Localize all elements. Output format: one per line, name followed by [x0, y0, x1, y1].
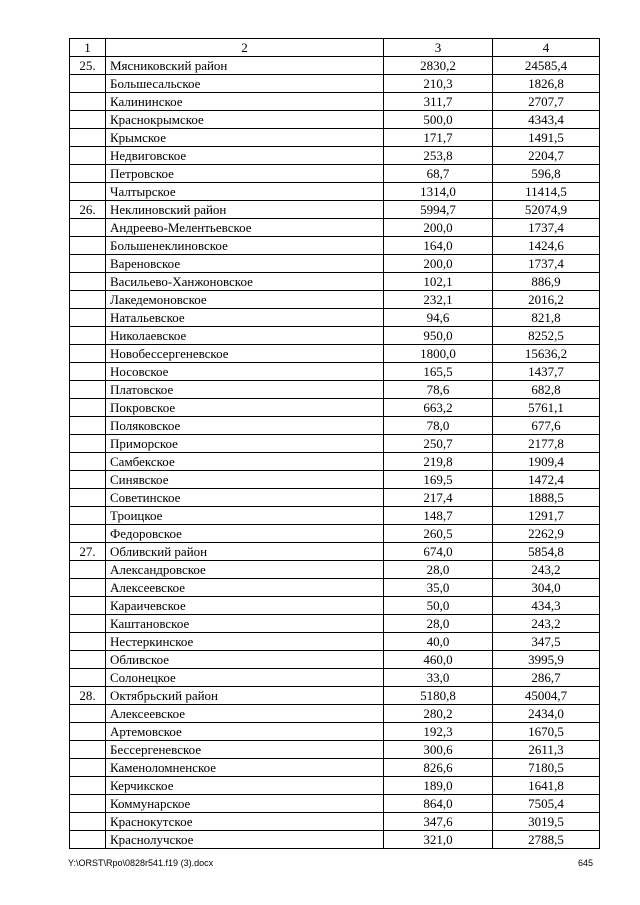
row-number-cell	[70, 381, 106, 399]
row-number-cell	[70, 489, 106, 507]
value-col3-cell: 200,0	[384, 219, 493, 237]
table-row	[70, 93, 600, 111]
row-number-cell	[70, 237, 106, 255]
value-col3-cell: 674,0	[384, 543, 493, 561]
value-col4-cell: 2016,2	[493, 291, 600, 309]
name-cell: Краснолучское	[106, 831, 384, 849]
footer-file-path: Y:\ORST\Rpo\0828r541.f19 (3).docx	[68, 858, 214, 868]
value-col3-cell: 500,0	[384, 111, 493, 129]
value-col3-cell: 253,8	[384, 147, 493, 165]
column-header-3: 3	[384, 39, 493, 57]
header-row	[70, 39, 600, 57]
name-cell: Николаевское	[106, 327, 384, 345]
value-col4-cell: 2204,7	[493, 147, 600, 165]
table-row	[70, 759, 600, 777]
row-number-cell	[70, 831, 106, 849]
value-col4-cell: 1641,8	[493, 777, 600, 795]
value-col3-cell: 280,2	[384, 705, 493, 723]
name-cell: Краснокрымское	[106, 111, 384, 129]
value-col3-cell: 347,6	[384, 813, 493, 831]
row-number-cell	[70, 759, 106, 777]
row-number-cell	[70, 111, 106, 129]
value-col3-cell: 78,6	[384, 381, 493, 399]
name-cell: Алексеевское	[106, 579, 384, 597]
table-row	[70, 705, 600, 723]
name-cell: Мясниковский район	[106, 57, 384, 75]
name-cell: Вареновское	[106, 255, 384, 273]
table-row	[70, 489, 600, 507]
value-col3-cell: 35,0	[384, 579, 493, 597]
row-number-cell	[70, 417, 106, 435]
value-col3-cell: 68,7	[384, 165, 493, 183]
value-col3-cell: 40,0	[384, 633, 493, 651]
value-col3-cell: 260,5	[384, 525, 493, 543]
value-col4-cell: 11414,5	[493, 183, 600, 201]
name-cell: Федоровское	[106, 525, 384, 543]
row-number-cell	[70, 633, 106, 651]
row-number-cell	[70, 165, 106, 183]
value-col4-cell: 7505,4	[493, 795, 600, 813]
value-col4-cell: 1737,4	[493, 255, 600, 273]
name-cell: Большесальское	[106, 75, 384, 93]
value-col3-cell: 300,6	[384, 741, 493, 759]
value-col3-cell: 28,0	[384, 615, 493, 633]
value-col4-cell: 15636,2	[493, 345, 600, 363]
table-row	[70, 633, 600, 651]
value-col4-cell: 2788,5	[493, 831, 600, 849]
value-col4-cell: 7180,5	[493, 759, 600, 777]
value-col4-cell: 2434,0	[493, 705, 600, 723]
row-number-cell	[70, 525, 106, 543]
row-number-cell	[70, 795, 106, 813]
table-row	[70, 111, 600, 129]
table-row	[70, 471, 600, 489]
row-number-cell	[70, 741, 106, 759]
value-col4-cell: 347,5	[493, 633, 600, 651]
table-row	[70, 201, 600, 219]
value-col3-cell: 50,0	[384, 597, 493, 615]
table-row	[70, 255, 600, 273]
table-row	[70, 597, 600, 615]
name-cell: Петровское	[106, 165, 384, 183]
value-col3-cell: 78,0	[384, 417, 493, 435]
name-cell: Андреево-Мелентьевское	[106, 219, 384, 237]
name-cell: Обливское	[106, 651, 384, 669]
name-cell: Алексеевское	[106, 705, 384, 723]
table-row	[70, 237, 600, 255]
table-row	[70, 651, 600, 669]
table-row	[70, 183, 600, 201]
value-col3-cell: 148,7	[384, 507, 493, 525]
name-cell: Чалтырское	[106, 183, 384, 201]
value-col3-cell: 663,2	[384, 399, 493, 417]
row-number-cell	[70, 435, 106, 453]
row-number-cell	[70, 309, 106, 327]
value-col4-cell: 52074,9	[493, 201, 600, 219]
name-cell: Троицкое	[106, 507, 384, 525]
table-row	[70, 831, 600, 849]
value-col4-cell: 682,8	[493, 381, 600, 399]
column-header-1: 1	[70, 39, 106, 57]
value-col3-cell: 321,0	[384, 831, 493, 849]
name-cell: Васильево-Ханжоновское	[106, 273, 384, 291]
table-row	[70, 579, 600, 597]
value-col3-cell: 192,3	[384, 723, 493, 741]
value-col4-cell: 1472,4	[493, 471, 600, 489]
name-cell: Караичевское	[106, 597, 384, 615]
name-cell: Самбекское	[106, 453, 384, 471]
table-row	[70, 795, 600, 813]
value-col4-cell: 5761,1	[493, 399, 600, 417]
table-row	[70, 165, 600, 183]
value-col4-cell: 886,9	[493, 273, 600, 291]
column-header-4: 4	[493, 39, 600, 57]
value-col4-cell: 1491,5	[493, 129, 600, 147]
value-col3-cell: 1800,0	[384, 345, 493, 363]
table-row	[70, 381, 600, 399]
row-number-cell: 26.	[70, 201, 106, 219]
table-row	[70, 147, 600, 165]
value-col4-cell: 2611,3	[493, 741, 600, 759]
name-cell: Платовское	[106, 381, 384, 399]
row-number-cell: 28.	[70, 687, 106, 705]
table-row	[70, 741, 600, 759]
table-row	[70, 273, 600, 291]
value-col3-cell: 1314,0	[384, 183, 493, 201]
value-col4-cell: 24585,4	[493, 57, 600, 75]
name-cell: Советинское	[106, 489, 384, 507]
value-col4-cell: 1888,5	[493, 489, 600, 507]
row-number-cell	[70, 75, 106, 93]
name-cell: Большенеклиновское	[106, 237, 384, 255]
row-number-cell: 27.	[70, 543, 106, 561]
value-col3-cell: 164,0	[384, 237, 493, 255]
value-col3-cell: 2830,2	[384, 57, 493, 75]
value-col4-cell: 5854,8	[493, 543, 600, 561]
name-cell: Александровское	[106, 561, 384, 579]
row-number-cell	[70, 345, 106, 363]
value-col3-cell: 189,0	[384, 777, 493, 795]
value-col4-cell: 1291,7	[493, 507, 600, 525]
row-number-cell	[70, 93, 106, 111]
value-col3-cell: 950,0	[384, 327, 493, 345]
row-number-cell	[70, 777, 106, 795]
row-number-cell: 25.	[70, 57, 106, 75]
row-number-cell	[70, 561, 106, 579]
value-col3-cell: 210,3	[384, 75, 493, 93]
name-cell: Новобессергеневское	[106, 345, 384, 363]
table-row	[70, 345, 600, 363]
table-row	[70, 543, 600, 561]
value-col4-cell: 596,8	[493, 165, 600, 183]
name-cell: Каменоломненское	[106, 759, 384, 777]
name-cell: Неклиновский район	[106, 201, 384, 219]
value-col4-cell: 286,7	[493, 669, 600, 687]
value-col3-cell: 94,6	[384, 309, 493, 327]
value-col4-cell: 3019,5	[493, 813, 600, 831]
table-row	[70, 669, 600, 687]
table-row	[70, 309, 600, 327]
row-number-cell	[70, 363, 106, 381]
row-number-cell	[70, 813, 106, 831]
row-number-cell	[70, 453, 106, 471]
name-cell: Солонецкое	[106, 669, 384, 687]
row-number-cell	[70, 705, 106, 723]
footer-page-number: 645	[578, 858, 594, 868]
value-col4-cell: 45004,7	[493, 687, 600, 705]
table-row	[70, 723, 600, 741]
value-col4-cell: 243,2	[493, 561, 600, 579]
row-number-cell	[70, 399, 106, 417]
table-row	[70, 507, 600, 525]
name-cell: Синявское	[106, 471, 384, 489]
name-cell: Приморское	[106, 435, 384, 453]
value-col4-cell: 677,6	[493, 417, 600, 435]
value-col3-cell: 217,4	[384, 489, 493, 507]
value-col4-cell: 434,3	[493, 597, 600, 615]
name-cell: Нестеркинское	[106, 633, 384, 651]
value-col4-cell: 1737,4	[493, 219, 600, 237]
table-row	[70, 363, 600, 381]
value-col4-cell: 1424,6	[493, 237, 600, 255]
table-row	[70, 129, 600, 147]
row-number-cell	[70, 291, 106, 309]
table-row	[70, 399, 600, 417]
name-cell: Покровское	[106, 399, 384, 417]
value-col4-cell: 243,2	[493, 615, 600, 633]
value-col4-cell: 2707,7	[493, 93, 600, 111]
row-number-cell	[70, 669, 106, 687]
row-number-cell	[70, 183, 106, 201]
value-col3-cell: 232,1	[384, 291, 493, 309]
value-col4-cell: 8252,5	[493, 327, 600, 345]
value-col3-cell: 311,7	[384, 93, 493, 111]
name-cell: Натальевское	[106, 309, 384, 327]
row-number-cell	[70, 615, 106, 633]
value-col3-cell: 5180,8	[384, 687, 493, 705]
table-row	[70, 813, 600, 831]
value-col3-cell: 171,7	[384, 129, 493, 147]
row-number-cell	[70, 219, 106, 237]
value-col3-cell: 169,5	[384, 471, 493, 489]
value-col3-cell: 250,7	[384, 435, 493, 453]
name-cell: Носовское	[106, 363, 384, 381]
value-col4-cell: 1437,7	[493, 363, 600, 381]
name-cell: Коммунарское	[106, 795, 384, 813]
value-col3-cell: 826,6	[384, 759, 493, 777]
row-number-cell	[70, 651, 106, 669]
table-row	[70, 57, 600, 75]
name-cell: Лакедемоновское	[106, 291, 384, 309]
table-row	[70, 615, 600, 633]
name-cell: Крымское	[106, 129, 384, 147]
value-col3-cell: 165,5	[384, 363, 493, 381]
name-cell: Калининское	[106, 93, 384, 111]
row-number-cell	[70, 147, 106, 165]
name-cell: Недвиговское	[106, 147, 384, 165]
value-col4-cell: 1826,8	[493, 75, 600, 93]
name-cell: Керчикское	[106, 777, 384, 795]
table-row	[70, 75, 600, 93]
value-col3-cell: 460,0	[384, 651, 493, 669]
value-col4-cell: 304,0	[493, 579, 600, 597]
value-col4-cell: 3995,9	[493, 651, 600, 669]
value-col3-cell: 5994,7	[384, 201, 493, 219]
table-row	[70, 525, 600, 543]
table-row	[70, 687, 600, 705]
name-cell: Бессергеневское	[106, 741, 384, 759]
row-number-cell	[70, 273, 106, 291]
table-row	[70, 417, 600, 435]
column-header-2: 2	[106, 39, 384, 57]
row-number-cell	[70, 327, 106, 345]
row-number-cell	[70, 597, 106, 615]
value-col3-cell: 200,0	[384, 255, 493, 273]
value-col4-cell: 821,8	[493, 309, 600, 327]
table-row	[70, 219, 600, 237]
table-row	[70, 435, 600, 453]
value-col4-cell: 1909,4	[493, 453, 600, 471]
name-cell: Каштановское	[106, 615, 384, 633]
table-row	[70, 291, 600, 309]
table-row	[70, 777, 600, 795]
value-col3-cell: 28,0	[384, 561, 493, 579]
table-row	[70, 561, 600, 579]
row-number-cell	[70, 471, 106, 489]
data-table	[69, 38, 600, 849]
row-number-cell	[70, 579, 106, 597]
value-col4-cell: 4343,4	[493, 111, 600, 129]
row-number-cell	[70, 255, 106, 273]
name-cell: Обливский район	[106, 543, 384, 561]
value-col4-cell: 1670,5	[493, 723, 600, 741]
row-number-cell	[70, 723, 106, 741]
value-col4-cell: 2177,8	[493, 435, 600, 453]
value-col3-cell: 102,1	[384, 273, 493, 291]
value-col4-cell: 2262,9	[493, 525, 600, 543]
value-col3-cell: 864,0	[384, 795, 493, 813]
value-col3-cell: 219,8	[384, 453, 493, 471]
table-header	[70, 39, 600, 57]
name-cell: Краснокутское	[106, 813, 384, 831]
name-cell: Артемовское	[106, 723, 384, 741]
row-number-cell	[70, 507, 106, 525]
table-row	[70, 327, 600, 345]
name-cell: Поляковское	[106, 417, 384, 435]
value-col3-cell: 33,0	[384, 669, 493, 687]
row-number-cell	[70, 129, 106, 147]
name-cell: Октябрьский район	[106, 687, 384, 705]
table-body	[70, 57, 600, 849]
table-row	[70, 453, 600, 471]
